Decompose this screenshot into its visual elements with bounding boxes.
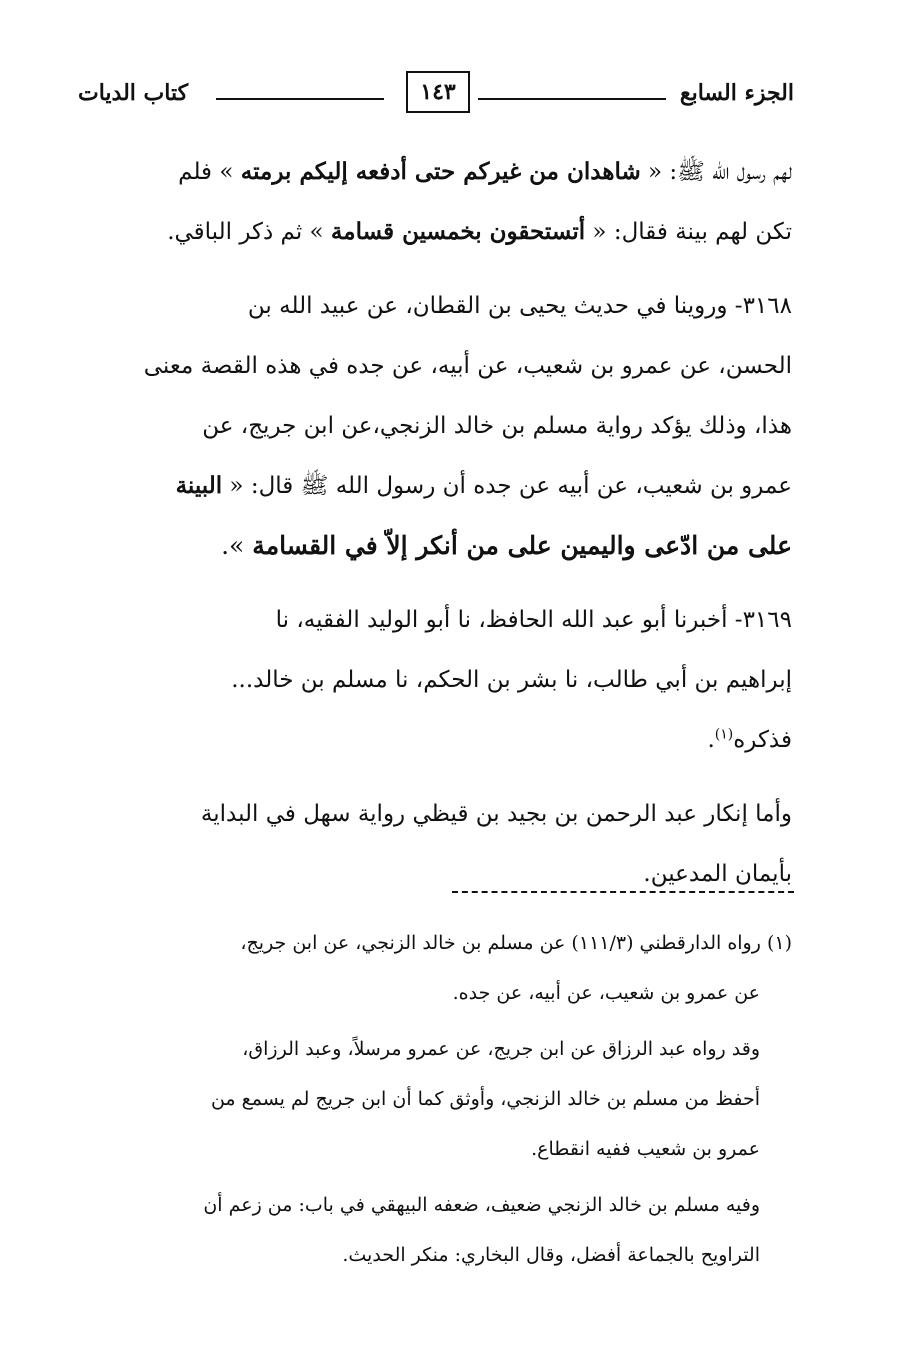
hadith-3169-line	[90, 590, 792, 650]
main-text	[90, 142, 792, 904]
page-number: ١٤٣	[406, 71, 470, 113]
text-run: فذكره	[733, 727, 792, 753]
text-line	[90, 456, 792, 516]
text-line: وأما إنكار عبد الرحمن بن بجيد بن قيظي رواية سهل في البداية	[200, 801, 792, 827]
text-run: » فلم	[178, 159, 241, 185]
footnote-reference: (١)	[714, 726, 734, 743]
running-header	[78, 68, 794, 118]
header-rule-left	[216, 98, 384, 100]
text-line: الحسن، عن عمرو بن شعيب، عن أبيه، عن جده في هذه القصة معنى	[143, 353, 792, 379]
footnote-line: أحفظ من مسلم بن خالد الزنجي، وأوثق كما أن ابن جريج لم يسمع من	[210, 1088, 760, 1110]
footnote-separator	[452, 891, 794, 893]
text-run: عمرو بن شعيب، عن أبيه عن جده أن رسول الله ﷺ قال: «	[222, 473, 792, 499]
text-run: .	[707, 727, 715, 753]
footnote-line: التراويح بالجماعة أفضل، وقال البخاري: منكر الحديث.	[342, 1244, 760, 1266]
text-run: » ثم ذكر الباقي.	[167, 219, 331, 245]
footnote-line: وفيه مسلم بن خالد الزنجي ضعيف، ضعفه البيهقي في باب: من زعم أن	[203, 1194, 760, 1216]
text-line: إبراهيم بن أبي طالب، نا بشر بن الحكم، نا مسلم بن خالد...	[231, 667, 792, 693]
text-run: أخبرنا أبو عبد الله الحافظ، نا أبو الوليد الفقيه، نا	[275, 607, 728, 633]
text-run: ».	[221, 531, 253, 560]
header-rule-right	[478, 98, 666, 100]
book-title: كتاب الديات	[78, 80, 189, 106]
footnote-line: عن عمرو بن شعيب، عن أبيه، عن جده.	[452, 982, 760, 1004]
footnote-line: عمرو بن شعيب ففيه انقطاع.	[531, 1138, 760, 1160]
footnotes	[90, 918, 792, 1280]
text-line	[90, 516, 792, 576]
footnote-line: (١) رواه الدارقطني (١١١/٣) عن مسلم بن خالد الزنجي، عن ابن جريج،	[240, 932, 792, 954]
hadith-quote: على من ادّعى واليمين على من أنكر إلاّ في القسامة	[252, 531, 792, 560]
text-run: لهم رسول الله ﷺ: «	[640, 159, 792, 185]
text-line	[90, 142, 792, 202]
hadith-quote: البينة	[175, 472, 223, 499]
hadith-quote: شاهدان من غيركم حتى أدفعه إليكم برمته	[240, 158, 641, 185]
hadith-quote: أتستحقون بخمسين قسامة	[330, 218, 586, 245]
hadith-number: ٣١٦٨-	[727, 293, 792, 319]
text-line: بأيمان المدعين.	[643, 861, 792, 887]
text-run: تكن لهم بينة فقال: «	[585, 219, 792, 245]
volume-label: الجزء السابع	[679, 80, 794, 106]
text-line	[90, 202, 792, 262]
text-run: وروينا في حديث يحيى بن القطان، عن عبيد الله بن	[247, 293, 728, 319]
footnote-line: وقد رواه عبد الرزاق عن ابن جريج، عن عمرو مرسلاً، وعبد الرزاق،	[242, 1038, 760, 1060]
text-line	[90, 710, 792, 770]
text-line: هذا، وذلك يؤكد رواية مسلم بن خالد الزنجي،عن ابن جريج، عن	[202, 413, 792, 439]
hadith-number: ٣١٦٩-	[727, 607, 792, 633]
hadith-3168-line	[90, 276, 792, 336]
